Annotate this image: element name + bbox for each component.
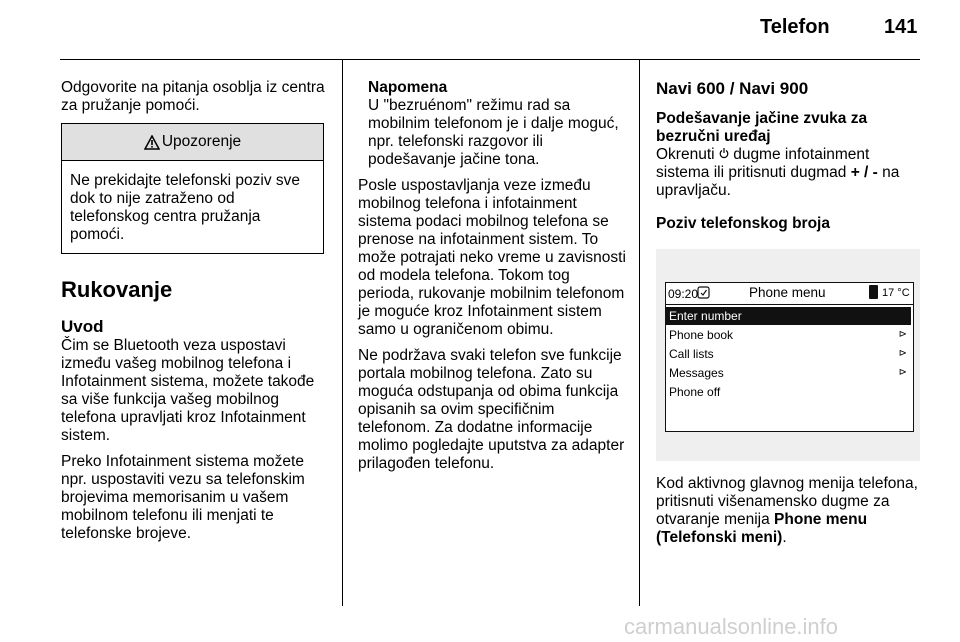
volume-text-a: Okrenuti — [656, 146, 719, 163]
column-divider-2 — [639, 60, 640, 606]
header-divider — [60, 59, 920, 60]
volume-buttons-label: + / - — [850, 164, 878, 181]
warning-title: Upozorenje — [161, 133, 242, 150]
page-header-title: Telefon — [760, 16, 830, 38]
warning-text: Ne prekidajte telefonski poziv sve dok to nije zatraženo od telefonskog centra pružanja pomoći. — [70, 172, 301, 243]
chevron-right-icon: ⊳ — [898, 348, 907, 359]
menu-item-label: Enter number — [669, 309, 742, 323]
menu-item-label: Phone off — [669, 385, 721, 399]
volume-subheading: Podešavanje jačine zvuka za bezručni uređaj — [656, 110, 868, 145]
note-title: Napomena — [368, 79, 448, 96]
phone-icon — [869, 285, 878, 299]
display-screen — [665, 282, 914, 432]
infotainment-paragraph: Preko Infotainment sistema možete npr. uspostaviti vezu sa telefonskim brojevima memorisanim u vašem mobilnom telefonu ili menjati te telefonske brojeve. — [61, 453, 305, 542]
section-heading: Rukovanje — [61, 277, 173, 302]
subsection-heading: Uvod — [61, 317, 104, 336]
warning-box — [61, 123, 324, 254]
column-divider-1 — [342, 60, 343, 606]
warning-triangle-icon — [144, 135, 160, 150]
column-3 — [656, 79, 921, 547]
display-temperature: 17 °C — [882, 287, 910, 299]
volume-text-b: dugme infotainment sistema ili pritisnuti dugmad — [656, 146, 870, 181]
navi-heading: Navi 600 / Navi 900 — [656, 79, 809, 98]
menu-item-label: Phone book — [669, 328, 734, 342]
compatibility-paragraph: Ne podržava svaki telefon sve funkcije portala mobilnog telefona. Zato su moguća odstupanja od obima funkcija opisanih sa ovim specifičnim telefonom. Za dodatne informacije molimo pogledajte uputstva za adapter prilagođen telefonu. — [358, 347, 625, 472]
watermark: carmanualsonline.info — [624, 614, 839, 639]
display-divider — [666, 304, 913, 305]
phone-menu-label: Phone menu (Telefonski meni) — [656, 511, 868, 546]
note-text: U "bezruénom" režimu rad sa mobilnim telefonom je i dalje moguć, npr. telefonski razgovor ili podešavanje jačine tona. — [368, 97, 619, 168]
menu-item-call-lists[interactable] — [666, 345, 911, 363]
column-2 — [358, 79, 628, 473]
phone-menu-text-a: Kod aktivnog glavnog menija telefona, pritisnuti višenamensko dugme za otvaranje menija — [656, 475, 918, 528]
note-block — [358, 79, 628, 169]
chevron-right-icon: ⊳ — [898, 367, 907, 378]
display-time: 09:20 — [668, 287, 699, 301]
menu-item-phone-book[interactable] — [666, 326, 911, 344]
power-knob-icon — [719, 147, 729, 159]
menu-item-label: Call lists — [669, 347, 714, 361]
display-title: Phone menu — [749, 285, 826, 300]
clock-icon — [697, 286, 710, 299]
call-subheading: Poziv telefonskog broja — [656, 215, 830, 232]
connection-paragraph: Posle uspostavljanja veze između mobilnog telefona i infotainment sistema podaci mobilnog telefona se prenose na infotainment sistem. To može potrajati neko vreme u zavisnosti od modela telefona. Tokom tog perioda, rukovanje mobilnim telefonom je moguće kroz Infotainment sistem samo u ograničenom obimu. — [358, 177, 626, 338]
intro-bluetooth-paragraph: Čim se Bluetooth veza uspostavi između vašeg mobilnog telefona i Infotainment sistema, možete takođe sa više funkcija vašeg mobilnog telefona upravljati kroz Infotainment sistem. — [61, 337, 315, 444]
menu-item-label: Messages — [669, 366, 724, 380]
menu-item-messages[interactable] — [666, 364, 911, 382]
page-number: 141 — [884, 16, 918, 38]
volume-paragraph — [656, 146, 921, 200]
intro-paragraph: Odgovorite na pitanja osoblja iz centra za pružanje pomoći. — [61, 79, 325, 114]
chevron-right-icon: ⊳ — [898, 329, 907, 340]
phone-menu-screenshot — [656, 249, 920, 461]
volume-text-c: na upravljaču. — [656, 164, 900, 199]
display-status-bar — [666, 283, 913, 303]
warning-header — [62, 124, 323, 161]
phone-menu-text-b: . — [782, 529, 787, 546]
menu-item-enter-number[interactable] — [666, 307, 911, 325]
column-1 — [61, 79, 326, 543]
phone-menu-paragraph — [656, 475, 921, 547]
menu-item-phone-off[interactable] — [666, 383, 911, 401]
